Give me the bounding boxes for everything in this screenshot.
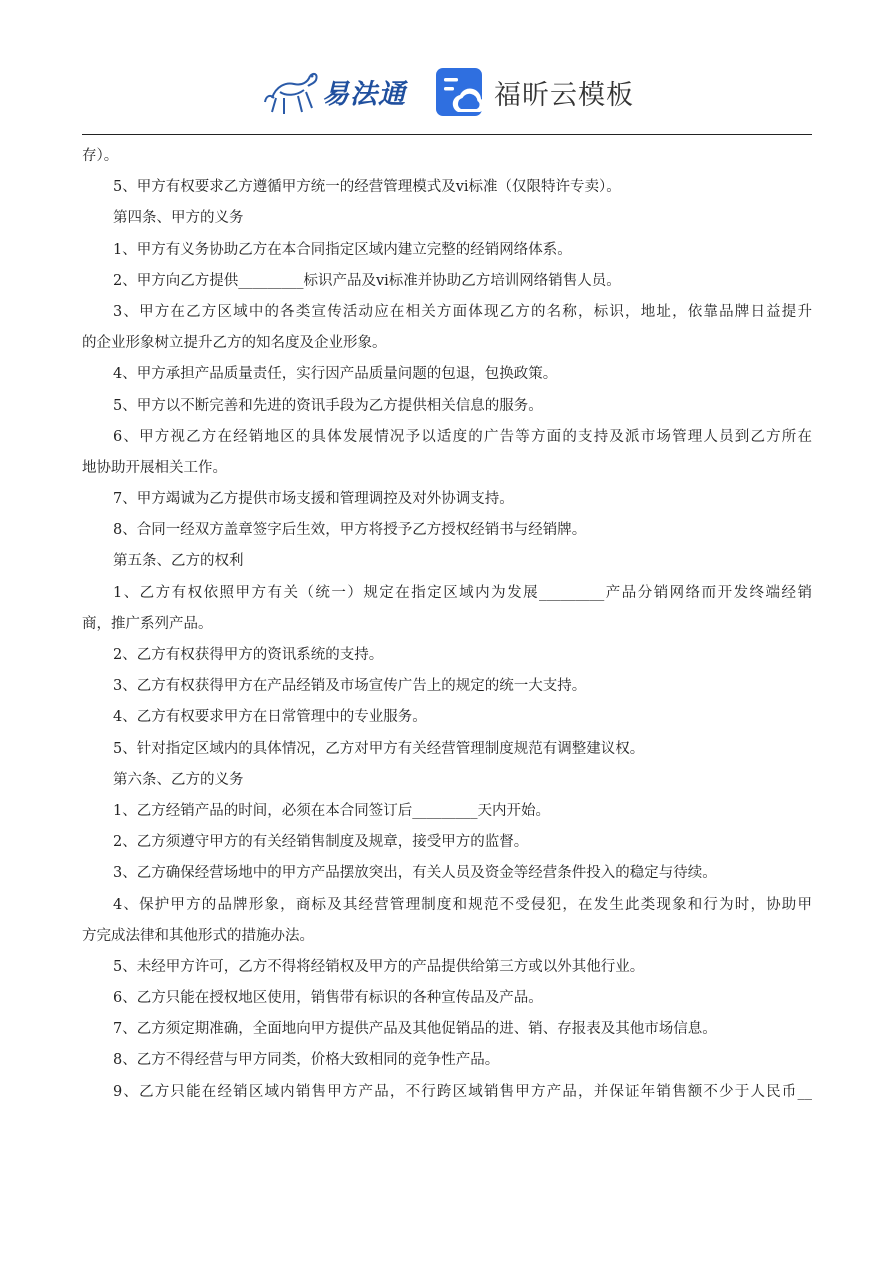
- document-line: 8、合同一经双方盖章签字后生效，甲方将授予乙方授权经销书与经销牌。: [113, 522, 587, 539]
- document-line: 方完成法律和其他形式的措施办法。: [82, 927, 314, 944]
- document-line: 1、乙方有权依照甲方有关（统一）规定在指定区域内为发展_________产品分销网络而开发终端经销: [113, 584, 812, 601]
- document-line: 5、甲方有权要求乙方遵循甲方统一的经营管理模式及vi标准（仅限特许专卖）。: [113, 179, 621, 196]
- document-line: 的企业形象树立提升乙方的知名度及企业形象。: [82, 335, 387, 352]
- document-line: 存）。: [82, 148, 119, 164]
- document-body: [82, 141, 812, 1108]
- logo-right-text: 福昕云模板: [494, 79, 634, 111]
- document-line: 9、乙方只能在经销区域内销售甲方产品，不行跨区域销售甲方产品，并保证年销售额不少于人民币__: [113, 1083, 812, 1100]
- document-line: 1、甲方有义务协助乙方在本合同指定区域内建立完整的经销网络体系。: [113, 241, 572, 258]
- page-header: [0, 0, 893, 135]
- document-line: 7、乙方须定期准确，全面地向甲方提供产品及其他促销品的进、销、存报表及其他市场信息。: [113, 1021, 717, 1038]
- document-line: 3、乙方有权获得甲方在产品经销及市场宣传广告上的规定的统一大支持。: [113, 678, 587, 695]
- document-line: 第四条、甲方的义务: [113, 210, 244, 227]
- yifatong-logo: [262, 63, 412, 119]
- document-line: 2、乙方须遵守甲方的有关经销售制度及规章，接受甲方的监督。: [113, 834, 529, 851]
- document-line: 6、甲方视乙方在经销地区的具体发展情况予以适度的广告等方面的支持及派市场管理人员到乙方所在: [113, 428, 812, 445]
- cloud-document-icon: [434, 66, 486, 118]
- document-line: 第五条、乙方的权利: [113, 553, 244, 570]
- document-line: 1、乙方经销产品的时间，必须在本合同签订后_________天内开始。: [113, 802, 550, 819]
- document-line: 4、保护甲方的品牌形象，商标及其经营管理制度和规范不受侵犯，在发生此类现象和行为时，协助甲: [113, 896, 812, 913]
- document-line: 2、乙方有权获得甲方的资讯系统的支持。: [113, 647, 384, 663]
- document-line: 2、甲方向乙方提供_________标识产品及vi标准并协助乙方培训网络销售人员。: [113, 272, 621, 289]
- document-line: 4、乙方有权要求甲方在日常管理中的专业服务。: [113, 709, 427, 726]
- foxit-cloud-template-logo: [434, 64, 634, 120]
- document-line: 地协助开展相关工作。: [82, 459, 227, 476]
- document-line: 3、乙方确保经营场地中的甲方产品摆放突出，有关人员及资金等经营条件投入的稳定与待续。: [113, 865, 717, 882]
- header-divider: [82, 134, 812, 135]
- document-line: 第六条、乙方的义务: [113, 771, 244, 788]
- document-line: 4、甲方承担产品质量责任，实行因产品质量问题的包退，包换政策。: [113, 366, 558, 383]
- document-line: 8、乙方不得经营与甲方同类，价格大致相同的竞争性产品。: [113, 1052, 500, 1069]
- logo-left-text: 易法通: [322, 78, 406, 110]
- document-line: 5、甲方以不断完善和先进的资讯手段为乙方提供相关信息的服务。: [113, 397, 543, 414]
- document-line: 商，推广系列产品。: [82, 615, 213, 632]
- document-line: 7、甲方竭诚为乙方提供市场支援和管理调控及对外协调支持。: [113, 491, 514, 508]
- document-line: 3、甲方在乙方区域中的各类宣传活动应在相关方面体现乙方的名称，标识，地址，依靠品牌日益提升: [113, 303, 812, 320]
- document-line: 6、乙方只能在授权地区使用，销售带有标识的各种宣传品及产品。: [113, 990, 543, 1007]
- kirin-icon: [262, 64, 320, 118]
- document-line: 5、针对指定区域内的具体情况，乙方对甲方有关经营管理制度规范有调整建议权。: [113, 740, 645, 757]
- document-line: 5、未经甲方许可，乙方不得将经销权及甲方的产品提供给第三方或以外其他行业。: [113, 958, 645, 975]
